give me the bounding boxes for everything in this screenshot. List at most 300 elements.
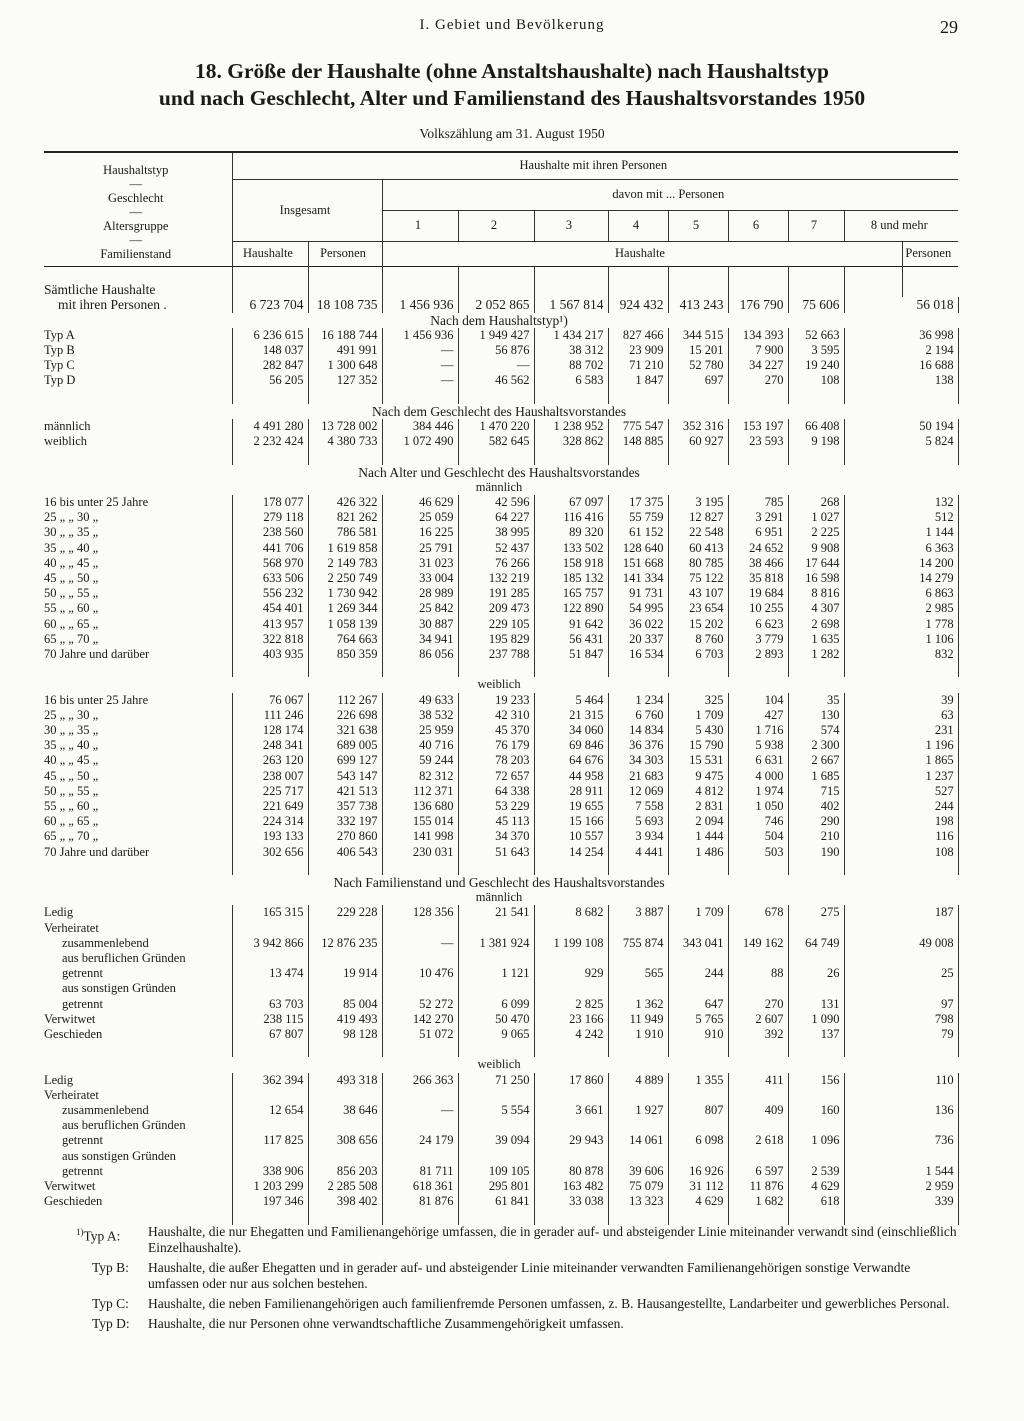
table-cell: 1 716 [728, 723, 788, 738]
table-cell: 402 [788, 799, 844, 814]
table-cell: 23 909 [608, 343, 668, 358]
table-cell: 332 197 [308, 814, 382, 829]
table-cell: 76 067 [232, 693, 308, 708]
table-cell: 8 760 [668, 632, 728, 647]
table-cell: 21 683 [608, 769, 668, 784]
table-cell: 76 179 [458, 738, 534, 753]
table-cell: 6 703 [668, 647, 728, 662]
row-label: Ledig [44, 905, 74, 920]
table-cell: 25 [844, 966, 958, 981]
table-cell: 35 [788, 693, 844, 708]
table-cell: 19 655 [534, 799, 608, 814]
table-cell: 2 667 [788, 753, 844, 768]
table-cell: 35 818 [728, 571, 788, 586]
table-cell: 504 [728, 829, 788, 844]
table-cell: 1 237 [844, 769, 958, 784]
head-insgesamt: Insgesamt [232, 180, 382, 242]
table-cell: 4 812 [668, 784, 728, 799]
section-title: Nach Alter und Geschlecht des Haushaltsvorstandes [358, 464, 640, 480]
table-cell: 98 128 [308, 1027, 382, 1042]
table-cell: 44 958 [534, 769, 608, 784]
table-cell [728, 921, 788, 936]
table-cell: 49 633 [382, 693, 458, 708]
table-cell [232, 951, 308, 966]
table-cell: 91 731 [608, 586, 668, 601]
table-cell: 302 656 [232, 845, 308, 860]
row-label: 25 „ „ 30 „ [44, 707, 99, 722]
table-cell: 384 446 [382, 419, 458, 434]
table-cell: 543 147 [308, 769, 382, 784]
head-personen-last: Personen [902, 242, 958, 267]
row-label: 55 „ „ 60 „ [44, 799, 99, 814]
table-body [44, 267, 958, 1225]
table-cell: 4 629 [788, 1179, 844, 1194]
table-cell: 321 638 [308, 723, 382, 738]
table-cell: 1 685 [788, 769, 844, 784]
footnote [92, 1316, 962, 1332]
table-cell: 132 [844, 495, 958, 510]
table-cell: 1 444 [668, 829, 728, 844]
table-cell [382, 1088, 458, 1103]
table-cell: 110 [844, 1073, 958, 1088]
table-cell: 52 663 [788, 328, 844, 343]
footnote-text: Haushalte, die neben Familienangehörigen auch familienfremde Personen umfassen, z. B. Hausangestellte, Landarbeiter und gewerbliches Personal. [148, 1296, 950, 1311]
subgroup-heading [44, 1057, 958, 1072]
table-row [44, 358, 958, 373]
table-row [44, 1073, 958, 1088]
table-cell: 9 198 [788, 434, 844, 449]
row-label: Typ B [44, 343, 75, 357]
table-cell: 43 107 [668, 586, 728, 601]
table-cell [534, 1088, 608, 1103]
table-cell: — [382, 936, 458, 951]
table-cell: 38 466 [728, 556, 788, 571]
row-label: weiblich [44, 434, 88, 449]
table-cell: 11 949 [608, 1012, 668, 1027]
table-cell: 187 [844, 905, 958, 920]
table-row [44, 936, 958, 951]
table-cell: 23 654 [668, 601, 728, 616]
row-label: 60 „ „ 65 „ [44, 616, 99, 631]
table-cell: 42 596 [458, 495, 534, 510]
row-label: 45 „ „ 50 „ [44, 571, 99, 586]
table-cell: 128 174 [232, 723, 308, 738]
row-label: 50 „ „ 55 „ [44, 586, 99, 601]
row-label: 40 „ „ 45 „ [44, 555, 99, 570]
table-cell: 128 640 [608, 541, 668, 556]
table-cell: 209 473 [458, 601, 534, 616]
table-cell [308, 981, 382, 996]
table-cell: 6 098 [668, 1133, 728, 1148]
table-cell: 441 706 [232, 541, 308, 556]
row-label: Typ A [44, 327, 75, 342]
statistics-table [44, 151, 958, 1225]
table-cell: 64 749 [788, 936, 844, 951]
table-cell: 116 [844, 829, 958, 844]
row-label: 16 bis unter 25 Jahre [44, 495, 149, 509]
table-cell: 5 938 [728, 738, 788, 753]
table-cell: 67 097 [534, 495, 608, 510]
table-cell: 6 597 [728, 1164, 788, 1179]
table-cell [534, 1118, 608, 1133]
table-cell: 153 197 [728, 419, 788, 434]
table-cell: 52 780 [668, 358, 728, 373]
table-cell: 4 307 [788, 601, 844, 616]
table-cell: 10 557 [534, 829, 608, 844]
table-row [44, 1012, 958, 1027]
table-cell: 111 246 [232, 708, 308, 723]
table-cell: 2 094 [668, 814, 728, 829]
table-row [44, 1179, 958, 1194]
table-cell: 34 303 [608, 753, 668, 768]
table-cell: 5 824 [844, 434, 958, 449]
table-cell [608, 981, 668, 996]
table-cell: 193 133 [232, 829, 308, 844]
table-cell [728, 1088, 788, 1103]
table-cell: 2 893 [728, 647, 788, 662]
table-row [44, 510, 958, 525]
table-cell: 21 541 [458, 905, 534, 920]
subtitle: Volkszählung am 31. August 1950 [419, 126, 605, 141]
head-size: 8 und mehr [844, 211, 958, 242]
table-cell: 746 [728, 814, 788, 829]
table-cell: 244 [668, 966, 728, 981]
table-cell: 112 371 [382, 784, 458, 799]
table-cell: 19 240 [788, 358, 844, 373]
table-cell: 2 232 424 [232, 434, 308, 449]
table-cell [458, 921, 534, 936]
subgroup-title: männlich [475, 890, 523, 905]
table-cell: 736 [844, 1133, 958, 1148]
table-cell [728, 951, 788, 966]
table-cell: 29 943 [534, 1133, 608, 1148]
table-cell: 122 890 [534, 601, 608, 616]
table-cell: 46 562 [458, 373, 534, 388]
table-cell: 40 716 [382, 738, 458, 753]
table-cell: 66 408 [788, 419, 844, 434]
footnote-marker: 1) [76, 1227, 84, 1237]
table-cell: 81 711 [382, 1164, 458, 1179]
table-cell: 24 179 [382, 1133, 458, 1148]
table-cell [232, 1088, 308, 1103]
head-size: 6 [728, 211, 788, 242]
table-cell: 2 539 [788, 1164, 844, 1179]
footnote-tag [92, 1296, 129, 1312]
table-cell: 225 717 [232, 784, 308, 799]
table-row [44, 829, 958, 844]
table-cell: 5 765 [668, 1012, 728, 1027]
table-cell: 1 778 [844, 617, 958, 632]
footnote-tag [92, 1316, 130, 1332]
table-cell: 5 693 [608, 814, 668, 829]
table-cell: 618 [788, 1194, 844, 1209]
table-cell: 60 413 [668, 541, 728, 556]
table-row [44, 556, 958, 571]
table-row [44, 708, 958, 723]
footnote-text: Haushalte, die nur Personen ohne verwandtschaftliche Zusammengehörigkeit umfassen. [148, 1316, 624, 1331]
table-cell: 266 363 [382, 1073, 458, 1088]
row-label: Verwitwet [44, 1179, 96, 1194]
table-cell: 699 127 [308, 753, 382, 768]
table-cell: 221 649 [232, 799, 308, 814]
table-cell: 785 [728, 495, 788, 510]
table-cell: 3 779 [728, 632, 788, 647]
table-cell: 3 942 866 [232, 936, 308, 951]
spacer-row [44, 389, 958, 404]
row-label: zusammenlebend [62, 1103, 149, 1118]
table-cell: 97 [844, 997, 958, 1012]
table-cell: 270 [728, 997, 788, 1012]
table-cell: 16 688 [844, 358, 958, 373]
table-cell: 1 234 [608, 693, 668, 708]
section-title: Nach dem Geschlecht des Haushaltsvorstandes [371, 403, 627, 419]
table-row [44, 419, 958, 434]
table-cell: 1 709 [668, 708, 728, 723]
table-cell: 5 464 [534, 693, 608, 708]
section-heading [44, 875, 958, 890]
row-label: 65 „ „ 70 „ [44, 631, 99, 646]
table-cell: 15 202 [668, 617, 728, 632]
table-cell: 1 106 [844, 632, 958, 647]
row-label: getrennt [62, 966, 103, 981]
table-cell: 2 825 [534, 997, 608, 1012]
table-cell: 1 203 299 [232, 1179, 308, 1194]
row-label: Geschieden [44, 1194, 103, 1209]
table-cell: 52 437 [458, 541, 534, 556]
table-cell [382, 951, 458, 966]
subgroup-heading [44, 890, 958, 905]
table-cell: 7 558 [608, 799, 668, 814]
head-davon: davon mit ... Personen [382, 180, 958, 211]
table-cell: 34 227 [728, 358, 788, 373]
table-cell: 11 876 [728, 1179, 788, 1194]
table-row [44, 738, 958, 753]
table-cell: 1 096 [788, 1133, 844, 1148]
table-cell: 1 635 [788, 632, 844, 647]
table-cell: 23 166 [534, 1012, 608, 1027]
table-cell: 5 554 [458, 1103, 534, 1118]
table-cell: 362 394 [232, 1073, 308, 1088]
table-cell: 38 532 [382, 708, 458, 723]
table-cell: 49 008 [844, 936, 958, 951]
table-cell [788, 921, 844, 936]
table-cell: 25 959 [382, 723, 458, 738]
table-cell: 4 380 733 [308, 434, 382, 449]
head-haushalte: Haushalte [232, 242, 308, 267]
table-cell: 108 [844, 845, 958, 860]
table-cell: 39 [844, 693, 958, 708]
footnote-text: Haushalte, die außer Ehegatten und in gerader auf- und absteigender Linie miteinander verwandten Familienangehörigen sonstige Verwandte umfassen oder nur aus solchen bestehen. [148, 1260, 911, 1291]
footnote-type: Typ C: [92, 1296, 129, 1311]
total-row [44, 282, 958, 297]
table-cell: 85 004 [308, 997, 382, 1012]
table-cell: 910 [668, 1027, 728, 1042]
table-cell: 8 816 [788, 586, 844, 601]
table-cell: 4 441 [608, 845, 668, 860]
table-cell: 17 860 [534, 1073, 608, 1088]
row-label: 30 „ „ 35 „ [44, 525, 99, 540]
table-cell: 929 [534, 966, 608, 981]
table-cell: 224 314 [232, 814, 308, 829]
table-cell [308, 921, 382, 936]
spacer-row [44, 662, 958, 677]
footnote-type: Typ D: [92, 1316, 130, 1331]
table-cell: 61 152 [608, 525, 668, 540]
table-row [44, 617, 958, 632]
table-cell: 2 607 [728, 1012, 788, 1027]
table-cell: 1 199 108 [534, 936, 608, 951]
table-cell: 6 099 [458, 997, 534, 1012]
table-cell: 14 279 [844, 571, 958, 586]
table-cell: 325 [668, 693, 728, 708]
table-cell: 1 456 936 [382, 328, 458, 343]
table-cell: 79 [844, 1027, 958, 1042]
table-cell: 764 663 [308, 632, 382, 647]
table-cell: 50 470 [458, 1012, 534, 1027]
table-cell: 268 [788, 495, 844, 510]
table-cell: 2 225 [788, 525, 844, 540]
table-cell: 1 949 427 [458, 328, 534, 343]
subgroup-title: weiblich [477, 677, 521, 692]
table-cell: 56 876 [458, 343, 534, 358]
row-label: 70 Jahre und darüber [44, 844, 150, 859]
table-row [44, 845, 958, 860]
row-label: aus sonstigen Gründen [62, 1148, 176, 1163]
row-label: 50 „ „ 55 „ [44, 783, 99, 798]
table-cell: 25 842 [382, 601, 458, 616]
footnote-tag [92, 1260, 129, 1276]
table-cell: — [382, 358, 458, 373]
table-cell: 116 416 [534, 510, 608, 525]
table-cell: 775 547 [608, 419, 668, 434]
table-cell [788, 1088, 844, 1103]
table-row [44, 647, 958, 662]
table-cell: 755 874 [608, 936, 668, 951]
head-size: 4 [608, 211, 668, 242]
table-cell: 160 [788, 1103, 844, 1118]
table-cell: 131 [788, 997, 844, 1012]
table-row [44, 921, 958, 936]
table-cell: 238 115 [232, 1012, 308, 1027]
table-cell: 308 656 [308, 1133, 382, 1148]
footnote-type: Typ B: [92, 1260, 129, 1275]
table-cell: 6 631 [728, 753, 788, 768]
table-cell: 136 [844, 1103, 958, 1118]
table-cell: 8 682 [534, 905, 608, 920]
table-cell: 20 337 [608, 632, 668, 647]
table-cell: 1 974 [728, 784, 788, 799]
table-cell: 832 [844, 647, 958, 662]
table-cell: 51 072 [382, 1027, 458, 1042]
table-cell: 403 935 [232, 647, 308, 662]
table-cell: 13 474 [232, 966, 308, 981]
table-row [44, 601, 958, 616]
table-cell: 4 242 [534, 1027, 608, 1042]
table-cell: 503 [728, 845, 788, 860]
table-cell: 60 927 [668, 434, 728, 449]
table-cell [308, 951, 382, 966]
table-cell: 5 430 [668, 723, 728, 738]
section-title: I. Gebiet und Bevölkerung [419, 17, 605, 33]
table-cell: 647 [668, 997, 728, 1012]
table-cell: 226 698 [308, 708, 382, 723]
table-cell: 130 [788, 708, 844, 723]
table-cell: 34 941 [382, 632, 458, 647]
table-row [44, 586, 958, 601]
table-cell: 16 534 [608, 647, 668, 662]
table-cell: 419 493 [308, 1012, 382, 1027]
table-cell: 2 831 [668, 799, 728, 814]
table-cell: 56 431 [534, 632, 608, 647]
table-cell: 574 [788, 723, 844, 738]
head-haushalte-span: Haushalte [382, 242, 902, 267]
table-cell: 7 900 [728, 343, 788, 358]
table-cell [458, 1149, 534, 1164]
table-cell: 36 022 [608, 617, 668, 632]
table-cell: 1 238 952 [534, 419, 608, 434]
table-cell [608, 1149, 668, 1164]
table-row [44, 905, 958, 920]
table-cell: 338 906 [232, 1164, 308, 1179]
table-cell [668, 1118, 728, 1133]
table-cell [308, 1088, 382, 1103]
table-cell: 1 847 [608, 373, 668, 388]
table-row [44, 951, 958, 966]
table-row [44, 434, 958, 449]
head-size: 5 [668, 211, 728, 242]
table-cell: 10 255 [728, 601, 788, 616]
table-cell: 163 482 [534, 1179, 608, 1194]
table-cell: 426 322 [308, 495, 382, 510]
table-cell: 16 188 744 [308, 328, 382, 343]
table-cell: 352 316 [668, 419, 728, 434]
table-cell: 344 515 [668, 328, 728, 343]
table-row [44, 1149, 958, 1164]
table-cell: 64 338 [458, 784, 534, 799]
footnote-tag [76, 1224, 121, 1245]
table-row [44, 1133, 958, 1148]
row-label: 70 Jahre und darüber [44, 647, 150, 662]
table-cell: 71 210 [608, 358, 668, 373]
table-cell: 1 865 [844, 753, 958, 768]
table-cell: 14 200 [844, 556, 958, 571]
table-cell: 38 646 [308, 1103, 382, 1118]
table-cell: 1 027 [788, 510, 844, 525]
table-cell: 4 889 [608, 1073, 668, 1088]
table-cell [728, 1149, 788, 1164]
table-cell: 149 162 [728, 936, 788, 951]
table-cell: 86 056 [382, 647, 458, 662]
table-cell: 568 970 [232, 556, 308, 571]
table-cell: 270 860 [308, 829, 382, 844]
table-cell: 1 544 [844, 1164, 958, 1179]
section-heading [44, 404, 958, 419]
table-cell [232, 981, 308, 996]
table-cell [668, 921, 728, 936]
table-cell: 3 661 [534, 1103, 608, 1118]
row-label: Verwitwet [44, 1011, 96, 1026]
table-cell: 141 334 [608, 571, 668, 586]
footnote-text: Haushalte, die nur Ehegatten und Familienangehörige umfassen, die in gerader auf- und absteigender Linie miteinander verwandt sind (einschließlich Einzelhaushalte). [148, 1224, 957, 1255]
table-cell [232, 1118, 308, 1133]
row-label: 60 „ „ 65 „ [44, 814, 99, 829]
table-cell [534, 1149, 608, 1164]
table-row [44, 1088, 958, 1103]
table-cell: 3 934 [608, 829, 668, 844]
table-cell: 72 657 [458, 769, 534, 784]
table-cell: 339 [844, 1194, 958, 1209]
spacer-row [44, 1210, 958, 1225]
